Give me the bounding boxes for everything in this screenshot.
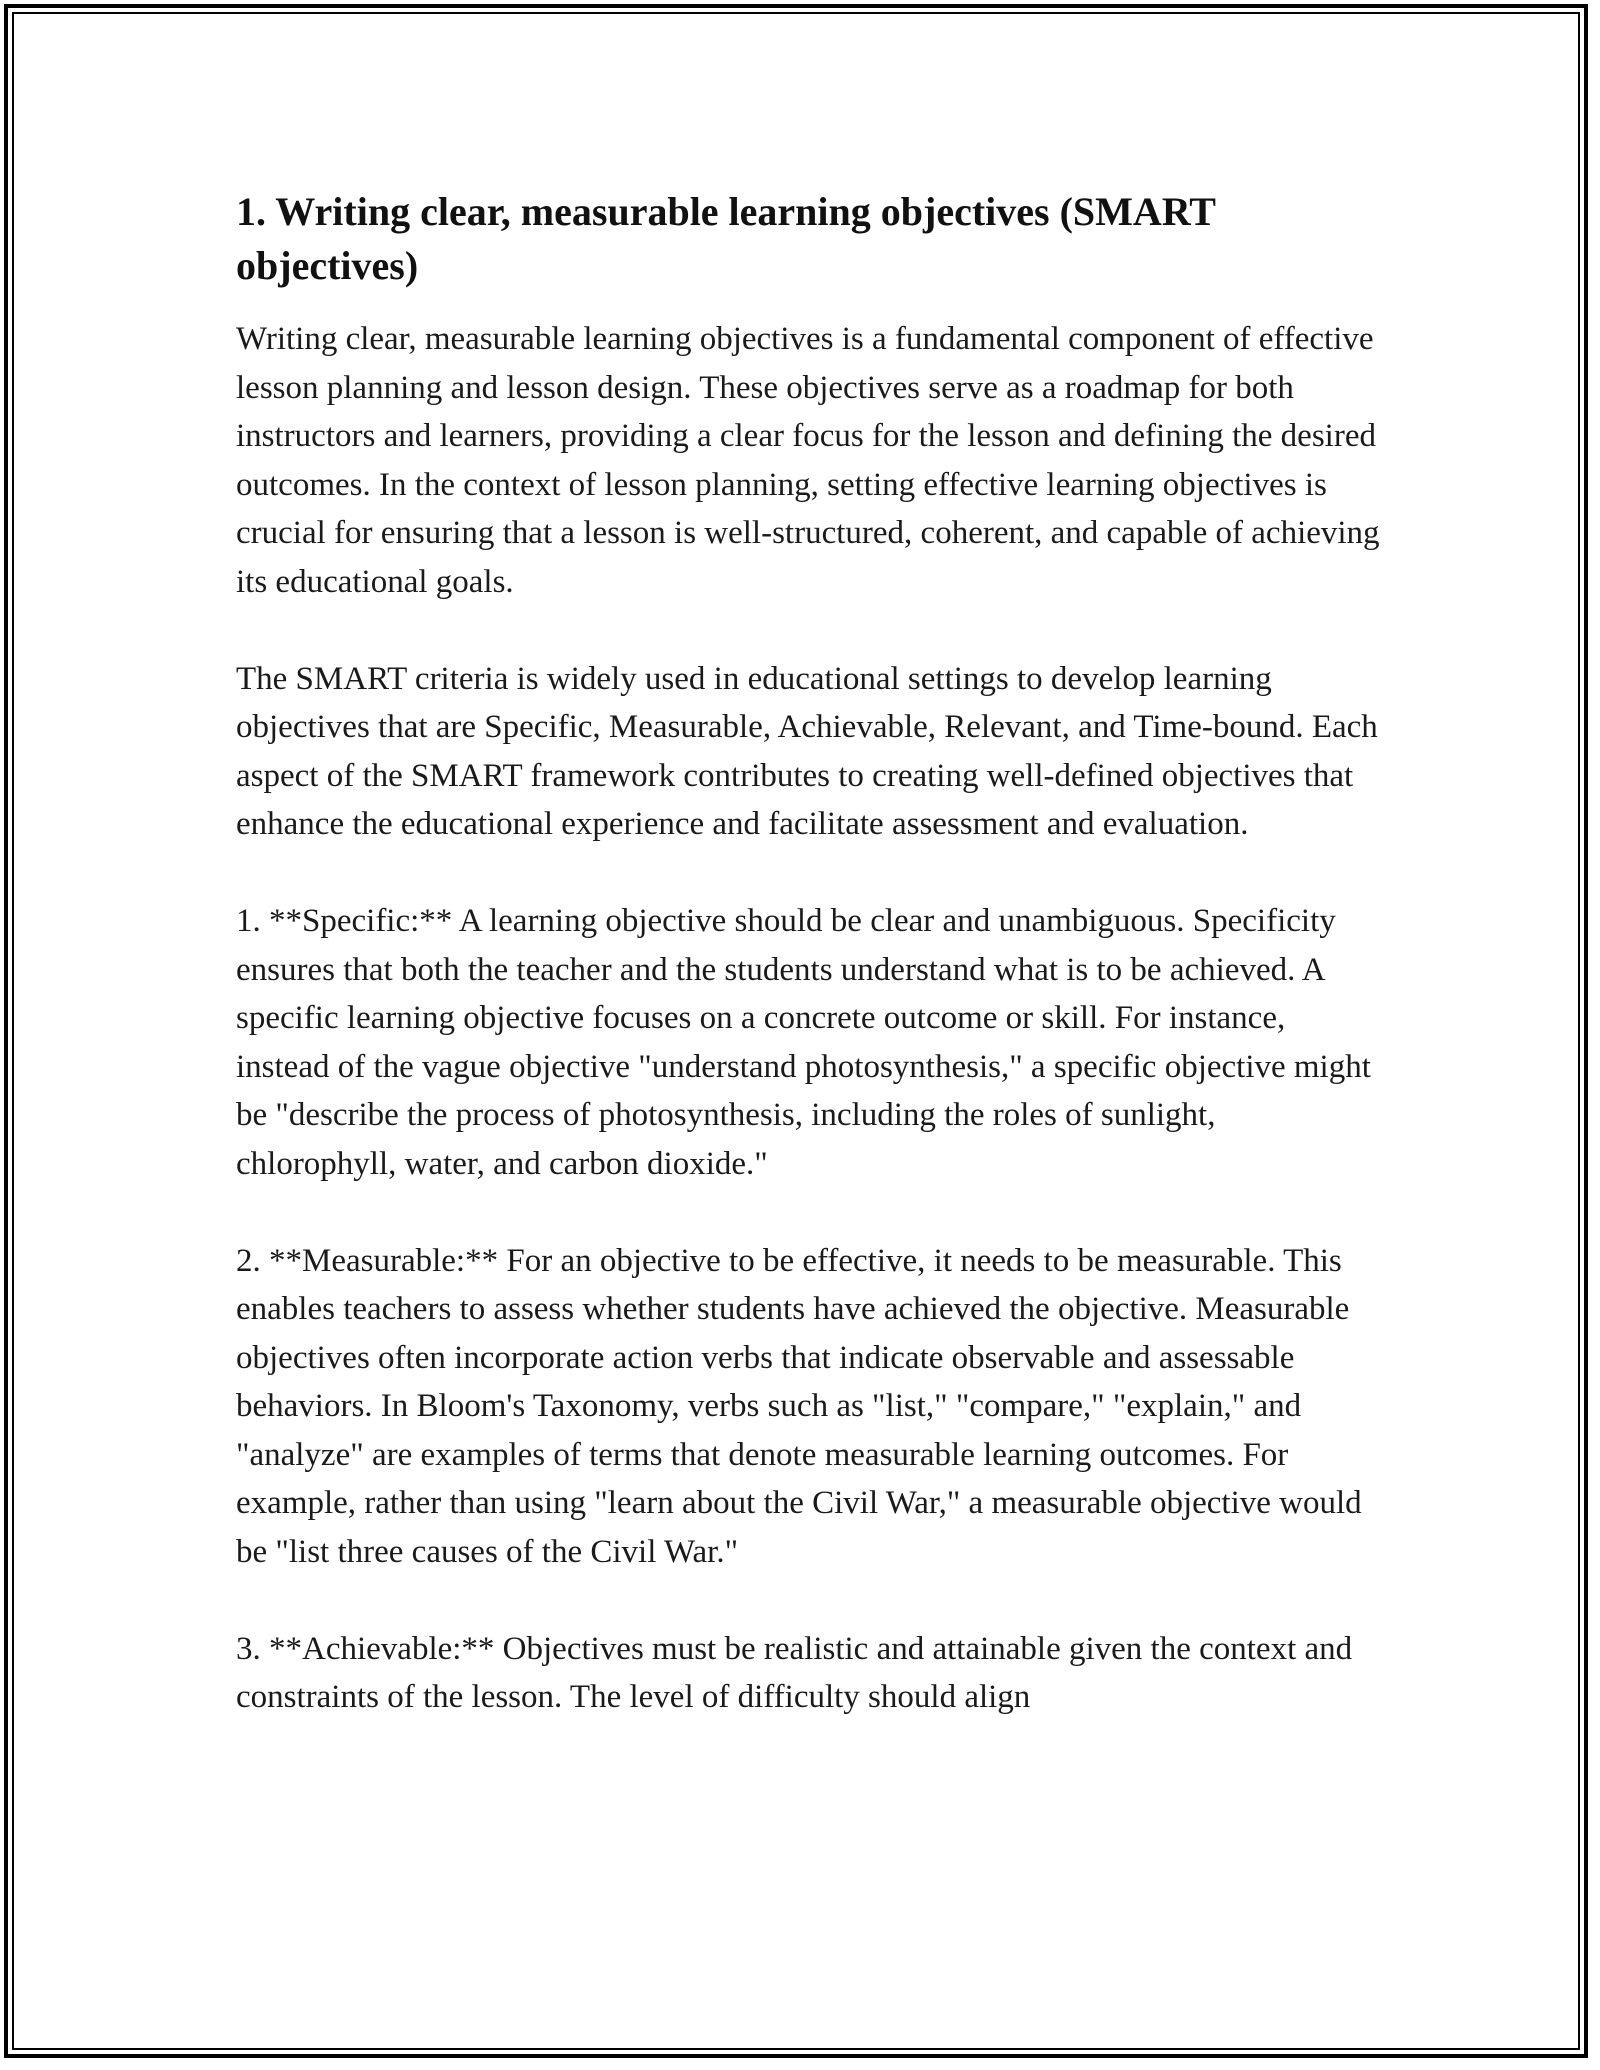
document-body bbox=[236, 185, 1381, 1770]
paragraph-measurable: 2. **Measurable:** For an objective to be effective, it needs to be measurable. This enables teachers to assess whether students have achieved the objective. Measurable objectives often incorporate action verbs that indicate observable and assessable behaviors. In Bloom's Taxonomy, verbs such as "list," "compare," "explain," and "analyze" are examples of terms that denote measurable learning outcomes. For example, rather than using "learn about the Civil War," a measurable objective would be "list three causes of the Civil War." bbox=[236, 1242, 1362, 1570]
paragraph-intro: Writing clear, measurable learning objectives is a fundamental component of effective lesson planning and lesson design. These objectives serve as a roadmap for both instructors and learners, providing a clear focus for the lesson and defining the desired outcomes. In the context of lesson planning, setting effective learning objectives is crucial for ensuring that a lesson is well-structured, coherent, and capable of achieving its educational goals. bbox=[236, 321, 1380, 600]
paragraph-smart-criteria: The SMART criteria is widely used in educational settings to develop learning objectives that are Specific, Measurable, Achievable, Relevant, and Time-bound. Each aspect of the SMART framework contributes to creating well-defined objectives that enhance the educational experience and facilitate assessment and evaluation. bbox=[236, 660, 1378, 842]
section-heading: 1. Writing clear, measurable learning objectives (SMART objectives) bbox=[236, 189, 1216, 288]
paragraph-achievable: 3. **Achievable:** Objectives must be realistic and attainable given the context and constraints of the lesson. The level of difficulty should align bbox=[236, 1630, 1353, 1715]
paragraph-specific: 1. **Specific:** A learning objective should be clear and unambiguous. Specificity ensures that both the teacher and the students understand what is to be achieved. A specific learning objective focuses on a concrete outcome or skill. For instance, instead of the vague objective "understand photosynthesis," a specific objective might be "describe the process of photosynthesis, including the roles of sunlight, chlorophyll, water, and carbon dioxide." bbox=[236, 903, 1371, 1182]
